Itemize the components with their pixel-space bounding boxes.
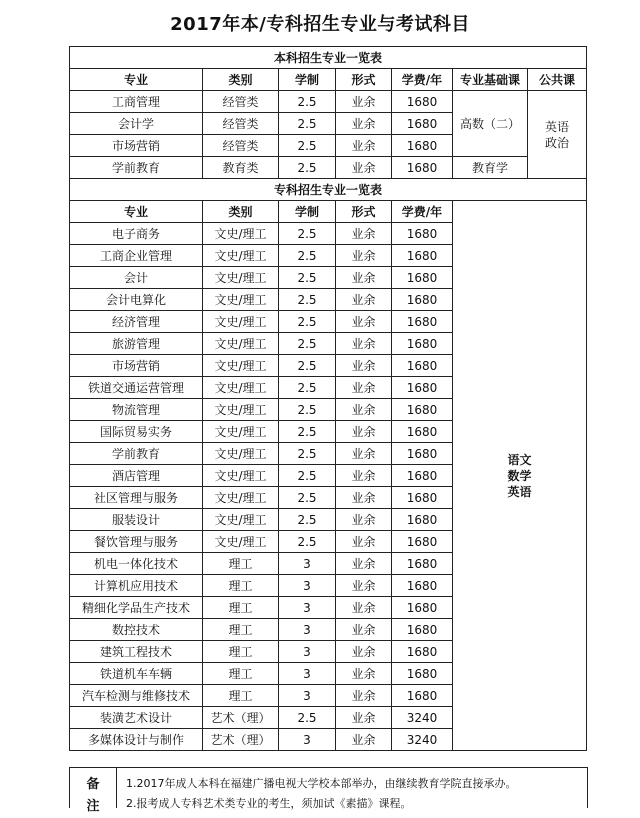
page-title: 2017年本/专科招生专业与考试科目	[170, 14, 470, 35]
table-cell: 业余	[336, 421, 392, 443]
table-cell: 理工	[203, 685, 279, 707]
table-cell: 铁道机车车辆	[70, 663, 203, 685]
notes-section	[69, 767, 588, 814]
column-header: 学费/年	[392, 201, 453, 223]
table-body	[70, 47, 587, 751]
table-cell: 2.5	[279, 399, 336, 421]
header-row	[70, 201, 587, 223]
section-title-row	[70, 47, 587, 69]
table-cell: 业余	[336, 157, 392, 179]
table-cell: 2.5	[279, 267, 336, 289]
table-cell: 汽车检测与维修技术	[70, 685, 203, 707]
table-cell: 教育类	[203, 157, 279, 179]
table-cell: 1680	[392, 663, 453, 685]
table-cell: 3	[279, 663, 336, 685]
table-cell: 经管类	[203, 135, 279, 157]
table-cell: 业余	[336, 245, 392, 267]
table-cell: 2.5	[279, 223, 336, 245]
table-cell: 学前教育	[70, 157, 203, 179]
column-header: 学制	[279, 69, 336, 91]
column-header: 公共课	[528, 69, 587, 91]
table-cell: 1680	[392, 597, 453, 619]
table-cell: 1680	[392, 311, 453, 333]
table-cell: 业余	[336, 597, 392, 619]
table-cell: 2.5	[279, 157, 336, 179]
table-cell: 1680	[392, 157, 453, 179]
table-cell: 业余	[336, 575, 392, 597]
table-cell: 经济管理	[70, 311, 203, 333]
table-cell: 2.5	[279, 91, 336, 113]
table-cell: 业余	[336, 465, 392, 487]
table-cell: 经管类	[203, 113, 279, 135]
section-title-row	[70, 179, 587, 201]
table-cell: 学前教育	[70, 443, 203, 465]
table-cell: 文史/理工	[203, 223, 279, 245]
table-cell: 1680	[392, 267, 453, 289]
table-cell: 业余	[336, 619, 392, 641]
table-cell: 业余	[336, 443, 392, 465]
table-cell: 文史/理工	[203, 443, 279, 465]
table-cell: 业余	[336, 135, 392, 157]
table-cell: 文史/理工	[203, 465, 279, 487]
table-cell: 3	[279, 619, 336, 641]
table-cell: 会计	[70, 267, 203, 289]
table-cell: 2.5	[279, 421, 336, 443]
note-line-2: 2.报考成人专科艺术类专业的考生，须加试《素描》课程。	[126, 797, 412, 810]
table-cell: 1680	[392, 135, 453, 157]
table-cell: 业余	[336, 311, 392, 333]
table-cell: 文史/理工	[203, 531, 279, 553]
table-cell: 2.5	[279, 113, 336, 135]
table-cell: 业余	[336, 91, 392, 113]
table-cell: 业余	[336, 487, 392, 509]
table-cell: 2.5	[279, 465, 336, 487]
table-cell: 业余	[336, 289, 392, 311]
table-cell: 旅游管理	[70, 333, 203, 355]
column-header: 类别	[203, 201, 279, 223]
table-cell: 3240	[392, 729, 453, 751]
column-header: 类别	[203, 69, 279, 91]
table-cell: 文史/理工	[203, 421, 279, 443]
table-cell: 1680	[392, 685, 453, 707]
table-cell: 业余	[336, 113, 392, 135]
table-cell: 1680	[392, 289, 453, 311]
table-cell: 市场营销	[70, 355, 203, 377]
table-cell: 业余	[336, 333, 392, 355]
table-cell: 物流管理	[70, 399, 203, 421]
table-cell: 1680	[392, 487, 453, 509]
table-cell: 业余	[336, 531, 392, 553]
table-cell: 1680	[392, 443, 453, 465]
table-cell: 文史/理工	[203, 267, 279, 289]
table-cell: 工商管理	[70, 91, 203, 113]
table-cell: 理工	[203, 641, 279, 663]
table-cell: 数控技术	[70, 619, 203, 641]
basic-course-cell: 教育学	[453, 157, 528, 179]
table-cell: 2.5	[279, 333, 336, 355]
table-cell: 理工	[203, 663, 279, 685]
table-cell: 装潢艺术设计	[70, 707, 203, 729]
table-cell: 业余	[336, 267, 392, 289]
table-cell: 1680	[392, 245, 453, 267]
table-cell: 理工	[203, 597, 279, 619]
table-cell: 2.5	[279, 289, 336, 311]
table-cell: 业余	[336, 377, 392, 399]
column-header: 专业	[70, 69, 203, 91]
table-cell: 1680	[392, 553, 453, 575]
table-cell: 3240	[392, 707, 453, 729]
table-cell: 精细化学品生产技术	[70, 597, 203, 619]
table-cell: 餐饮管理与服务	[70, 531, 203, 553]
column-header: 专业	[70, 201, 203, 223]
table-cell: 理工	[203, 575, 279, 597]
table-cell: 2.5	[279, 377, 336, 399]
table-cell: 1680	[392, 421, 453, 443]
table-cell: 2.5	[279, 245, 336, 267]
table-cell: 1680	[392, 641, 453, 663]
table-cell: 1680	[392, 575, 453, 597]
table-cell: 2.5	[279, 531, 336, 553]
table-cell: 铁道交通运营管理	[70, 377, 203, 399]
table-cell: 1680	[392, 465, 453, 487]
college-section-title: 专科招生专业一览表	[70, 179, 587, 201]
table-cell: 文史/理工	[203, 487, 279, 509]
exam-subjects-cell: 语文 数学 英语	[453, 201, 587, 751]
header-row	[70, 69, 587, 91]
table-cell: 艺术（理）	[203, 729, 279, 751]
table-cell: 理工	[203, 619, 279, 641]
table-cell: 业余	[336, 355, 392, 377]
table-cell: 业余	[336, 685, 392, 707]
table-cell: 2.5	[279, 311, 336, 333]
table-cell: 业余	[336, 509, 392, 531]
table-cell: 艺术（理）	[203, 707, 279, 729]
table-cell: 电子商务	[70, 223, 203, 245]
undergrad-section-title: 本科招生专业一览表	[70, 47, 587, 69]
table-cell: 文史/理工	[203, 245, 279, 267]
table-cell: 1680	[392, 333, 453, 355]
column-header: 学费/年	[392, 69, 453, 91]
table-cell: 经管类	[203, 91, 279, 113]
table-cell: 1680	[392, 509, 453, 531]
table-cell: 社区管理与服务	[70, 487, 203, 509]
majors-table	[69, 46, 587, 751]
table-cell: 业余	[336, 663, 392, 685]
table-cell: 酒店管理	[70, 465, 203, 487]
table-cell: 多媒体设计与制作	[70, 729, 203, 751]
table-cell: 文史/理工	[203, 355, 279, 377]
column-header: 学制	[279, 201, 336, 223]
table-cell: 文史/理工	[203, 509, 279, 531]
column-header: 形式	[336, 201, 392, 223]
table-cell: 2.5	[279, 707, 336, 729]
table-cell: 3	[279, 597, 336, 619]
table-cell: 2.5	[279, 355, 336, 377]
table-cell: 文史/理工	[203, 311, 279, 333]
table-cell: 文史/理工	[203, 333, 279, 355]
table-cell: 1680	[392, 531, 453, 553]
table-cell: 1680	[392, 399, 453, 421]
table-cell: 2.5	[279, 487, 336, 509]
table-cell: 1680	[392, 619, 453, 641]
basic-course-cell: 高数（二）	[453, 91, 528, 157]
table-cell: 业余	[336, 641, 392, 663]
notes-label: 备 注	[70, 768, 117, 808]
table-cell: 3	[279, 729, 336, 751]
table-cell: 1680	[392, 113, 453, 135]
table-cell: 工商企业管理	[70, 245, 203, 267]
table-cell: 3	[279, 553, 336, 575]
table-cell: 文史/理工	[203, 377, 279, 399]
table-cell: 文史/理工	[203, 289, 279, 311]
table-cell: 业余	[336, 223, 392, 245]
table-cell: 3	[279, 685, 336, 707]
table-cell: 1680	[392, 355, 453, 377]
table-cell: 文史/理工	[203, 399, 279, 421]
table-cell: 理工	[203, 553, 279, 575]
table-cell: 2.5	[279, 509, 336, 531]
table-cell: 机电一体化技术	[70, 553, 203, 575]
table-cell: 业余	[336, 553, 392, 575]
table-cell: 业余	[336, 729, 392, 751]
note-line-1: 1.2017年成人本科在福建广播电视大学校本部举办，由继续教育学院直接承办。	[126, 777, 517, 790]
table-cell: 会计学	[70, 113, 203, 135]
table-cell: 1680	[392, 377, 453, 399]
table-cell: 3	[279, 641, 336, 663]
table-row	[70, 157, 587, 179]
table-cell: 2.5	[279, 443, 336, 465]
table-cell: 国际贸易实务	[70, 421, 203, 443]
table-cell: 业余	[336, 399, 392, 421]
table-cell: 服装设计	[70, 509, 203, 531]
table-cell: 建筑工程技术	[70, 641, 203, 663]
table-cell: 业余	[336, 707, 392, 729]
table-cell: 市场营销	[70, 135, 203, 157]
public-course-cell: 英语 政治	[528, 91, 587, 179]
table-cell: 1680	[392, 91, 453, 113]
table-row	[70, 91, 587, 113]
table-cell: 1680	[392, 223, 453, 245]
table-cell: 会计电算化	[70, 289, 203, 311]
column-header: 形式	[336, 69, 392, 91]
table-cell: 3	[279, 575, 336, 597]
column-header: 专业基础课	[453, 69, 528, 91]
table-cell: 计算机应用技术	[70, 575, 203, 597]
table-cell: 2.5	[279, 135, 336, 157]
